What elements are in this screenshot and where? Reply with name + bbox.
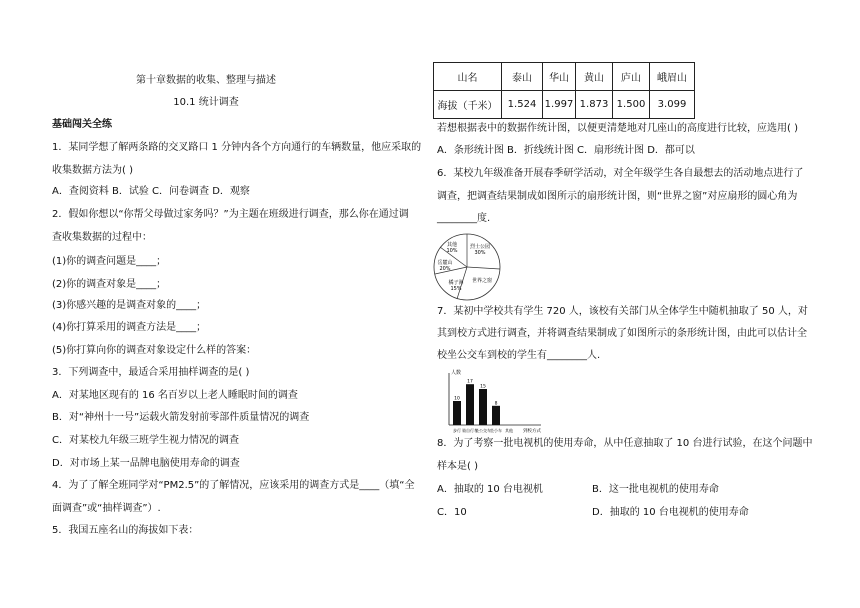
q8-option-b: B．这一批电视机的使用寿命 (592, 484, 719, 495)
q8-line2: 样本是( ) (437, 461, 478, 472)
category-tick-label: 骑自行车 (462, 428, 478, 433)
q5-options: A．条形统计图 B．折线统计图 C．扇形统计图 D．都可以 (437, 145, 695, 156)
pie-label-martyrs-park: 烈士公园 (469, 244, 491, 250)
table-cell: 黄山 (576, 63, 613, 91)
pie-pct-yuelu-mountain: 20% (439, 266, 451, 272)
table-cell: 1.500 (613, 91, 650, 119)
table-cell: 1.873 (576, 91, 613, 119)
table-cell: 海拔（千米） (434, 91, 502, 119)
q1-options: A．查阅资料 B．试验 C．问卷调查 D．观察 (52, 186, 250, 197)
q2-sub3: (3)你感兴趣的是调查对象的____； (52, 300, 207, 311)
table-cell: 华山 (543, 63, 576, 91)
q8-option-a: A．抽取的 10 台电视机 (437, 484, 543, 495)
q4-line1: 4．为了了解全班同学对“PM2.5”的了解情况，应该采用的调查方式是____（填“全 (52, 480, 415, 491)
category-tick-label: 其他 (505, 428, 513, 433)
q6-line1: 6．某校九年级准备开展春季研学活动，对全年级学生各自最想去的活动地点进行了 (437, 168, 804, 179)
q8-option-c: C．10 (437, 507, 467, 518)
practice-title: 基础闯关全练 (52, 119, 112, 130)
q2-line1: 2．假如你想以“你帮父母做过家务吗？”为主题在班级进行调查，那么你在通过调 (52, 209, 409, 220)
q3-option-a: A．对某地区现有的 16 名百岁以上老人睡眠时间的调查 (52, 390, 298, 401)
category-tick-label: 坐公交车 (475, 428, 491, 433)
q7-line3: 校坐公交车到校的学生有________人. (437, 350, 601, 361)
pie-pct-other: 10% (446, 248, 458, 254)
pie-label-yuelu-mountain: 岳麓山 (437, 260, 453, 266)
bar-value-label: 17 (467, 379, 473, 385)
bar-value-label: 10 (454, 396, 460, 402)
table-cell: 1.997 (543, 91, 576, 119)
q6-line2: 调查，把调查结果制成如图所示的扇形统计图，则“世界之窗”对应扇形的圆心角为 (437, 191, 798, 202)
category-tick-label: 步行 (453, 428, 461, 433)
pie-label-other: 其他 (446, 242, 458, 248)
pie-chart (432, 232, 502, 302)
table-row (434, 63, 695, 91)
bar-value-label: 8 (494, 401, 498, 407)
q1-line1: 1．某同学想了解两条路的交叉路口 1 分钟内各个方向通行的车辆数量，他应采取的 (52, 142, 422, 153)
table-cell: 泰山 (502, 63, 543, 91)
bar-0 (453, 401, 461, 425)
bar-3 (492, 406, 500, 425)
q2-sub1: (1)你的调查问题是____； (52, 256, 167, 267)
section-title: 10.1 统计调查 (173, 97, 239, 108)
q3-option-b: B．对“神州十一号”运载火箭发射前零部件质量情况的调查 (52, 412, 310, 423)
q1-line2: 收集数据方法为( ) (52, 165, 133, 176)
q7-line1: 7．某初中学校共有学生 720 人，该校有关部门从全体学生中随机抽取了 50 人，对 (437, 306, 808, 317)
q2-sub5: (5)你打算向你的调查对象设定什么样的答案： (52, 345, 257, 356)
q3-option-c: C．对某校九年级三班学生视力情况的调查 (52, 435, 239, 446)
table-cell: 庐山 (613, 63, 650, 91)
category-tick-label: 坐小车 (490, 428, 502, 433)
bar-chart (437, 369, 547, 435)
bar-1 (466, 384, 474, 425)
q3-option-d: D．对市场上某一品牌电脑使用寿命的调查 (52, 458, 240, 469)
table-cell: 峨眉山 (650, 63, 695, 91)
pie-label-window-of-world: 世界之窗 (471, 278, 493, 284)
q8-option-d: D．抽取的 10 台电视机的使用寿命 (592, 507, 749, 518)
q2-sub2: (2)你的调查对象是____； (52, 279, 167, 290)
table-cell: 山名 (434, 63, 502, 91)
pie-pct-orange-isle: 15% (450, 286, 462, 292)
q2-sub4: (4)你打算采用的调查方法是____； (52, 322, 207, 333)
bar-2 (479, 389, 487, 425)
q2-line2: 查收集数据的过程中： (52, 232, 152, 243)
q8-line1: 8．为了考察一批电视机的使用寿命，从中任意抽取了 10 台进行试验，在这个问题中 (437, 438, 813, 449)
q5-question: 若想根据表中的数据作统计图，以便更清楚地对几座山的高度进行比较，应选用( ) (437, 123, 798, 134)
mountain-table (433, 62, 695, 119)
q7-line2: 其到校方式进行调查，并将调查结果制成了如图所示的条形统计图，由此可以估计全 (437, 328, 807, 339)
table-cell: 3.099 (650, 91, 695, 119)
pie-label-orange-isle: 橘子洲 (448, 280, 464, 286)
table-cell: 1.524 (502, 91, 543, 119)
q6-line3: ________度. (437, 213, 491, 224)
bar-value-label: 15 (480, 384, 486, 390)
y-axis-label: 人数 (451, 370, 462, 376)
q3-stem: 3．下列调查中，最适合采用抽样调查的是( ) (52, 367, 250, 378)
q4-line2: 面调查”或“抽样调查”）. (52, 503, 161, 514)
table-row (434, 91, 695, 119)
x-axis-label: 到校方式 (523, 429, 541, 434)
pie-pct-martyrs-park: 30% (474, 250, 486, 256)
q5-stem: 5．我国五座名山的海拔如下表： (52, 525, 199, 536)
chapter-title: 第十章数据的收集、整理与描述 (136, 75, 276, 86)
